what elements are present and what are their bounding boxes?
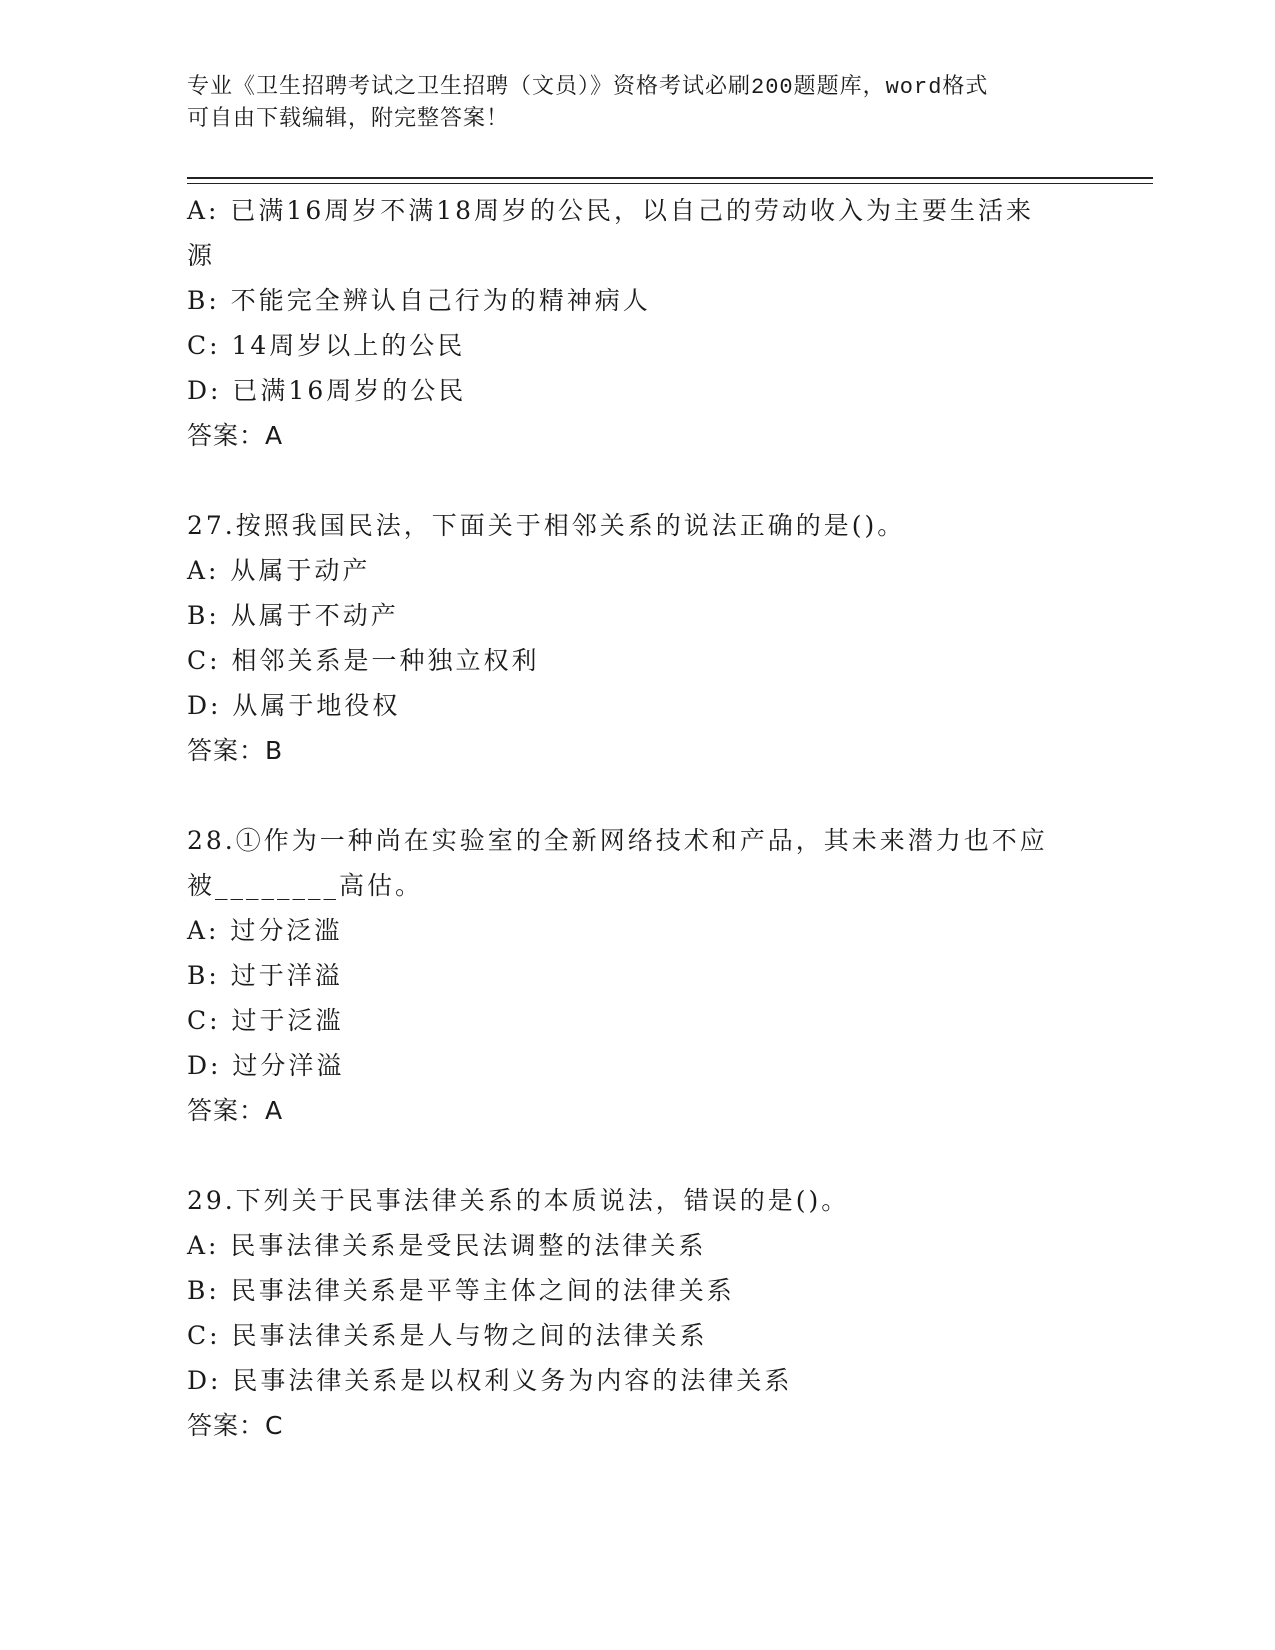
q27-option-d: D: 从属于地役权 <box>187 691 401 720</box>
q26-option-a-line-2: 源 <box>187 241 216 270</box>
question-28-block <box>187 818 1087 1133</box>
q28-answer: 答案：A <box>187 1096 284 1125</box>
header-title-line-1: 专业《卫生招聘考试之卫生招聘（文员）》资格考试必刷200题题库，word格式 <box>187 75 989 100</box>
q29-question: 29.下列关于民事法律关系的本质说法，错误的是()。 <box>187 1186 850 1215</box>
q29-option-a: A: 民事法律关系是受民法调整的法律关系 <box>187 1231 707 1260</box>
q28-option-a: A: 过分泛滥 <box>187 916 343 945</box>
header-title-line-2: 可自由下载编辑，附完整答案！ <box>187 107 510 132</box>
q27-option-b: B: 从属于不动产 <box>187 601 399 630</box>
header-divider-thin <box>187 183 1153 184</box>
q28-option-c: C: 过于泛滥 <box>187 1006 344 1035</box>
question-29-block <box>187 1178 1087 1448</box>
q27-option-c: C: 相邻关系是一种独立权利 <box>187 646 540 675</box>
q26-option-a-line-1: A: 已满16周岁不满18周岁的公民，以自己的劳动收入为主要生活来 <box>187 196 1035 225</box>
question-list <box>187 188 1087 1448</box>
q28-option-b: B: 过于洋溢 <box>187 961 343 990</box>
q26-option-c: C: 14周岁以上的公民 <box>187 331 466 360</box>
q27-question: 27.按照我国民法，下面关于相邻关系的说法正确的是()。 <box>187 511 906 540</box>
q28-question-line-2: 被________高估。 <box>187 871 424 900</box>
spacer <box>187 1133 1087 1178</box>
q27-answer: 答案：B <box>187 736 284 765</box>
q28-question-line-1: 28.①作为一种尚在实验室的全新网络技术和产品，其未来潜力也不应 <box>187 826 1048 855</box>
question-27-block <box>187 503 1087 773</box>
q26-option-d: D: 已满16周岁的公民 <box>187 376 467 405</box>
spacer <box>187 773 1087 818</box>
q27-option-a: A: 从属于动产 <box>187 556 371 585</box>
q29-option-c: C: 民事法律关系是人与物之间的法律关系 <box>187 1321 708 1350</box>
header-divider-thick <box>187 177 1153 179</box>
q29-answer: 答案：C <box>187 1411 284 1440</box>
q29-option-b: B: 民事法律关系是平等主体之间的法律关系 <box>187 1276 735 1305</box>
q28-option-d: D: 过分洋溢 <box>187 1051 345 1080</box>
document-header <box>187 72 1087 136</box>
spacer <box>187 458 1087 503</box>
q26-option-b: B: 不能完全辨认自己行为的精神病人 <box>187 286 651 315</box>
q29-option-d: D: 民事法律关系是以权利义务为内容的法律关系 <box>187 1366 793 1395</box>
q26-answer: 答案：A <box>187 421 284 450</box>
question-26-block <box>187 188 1087 458</box>
